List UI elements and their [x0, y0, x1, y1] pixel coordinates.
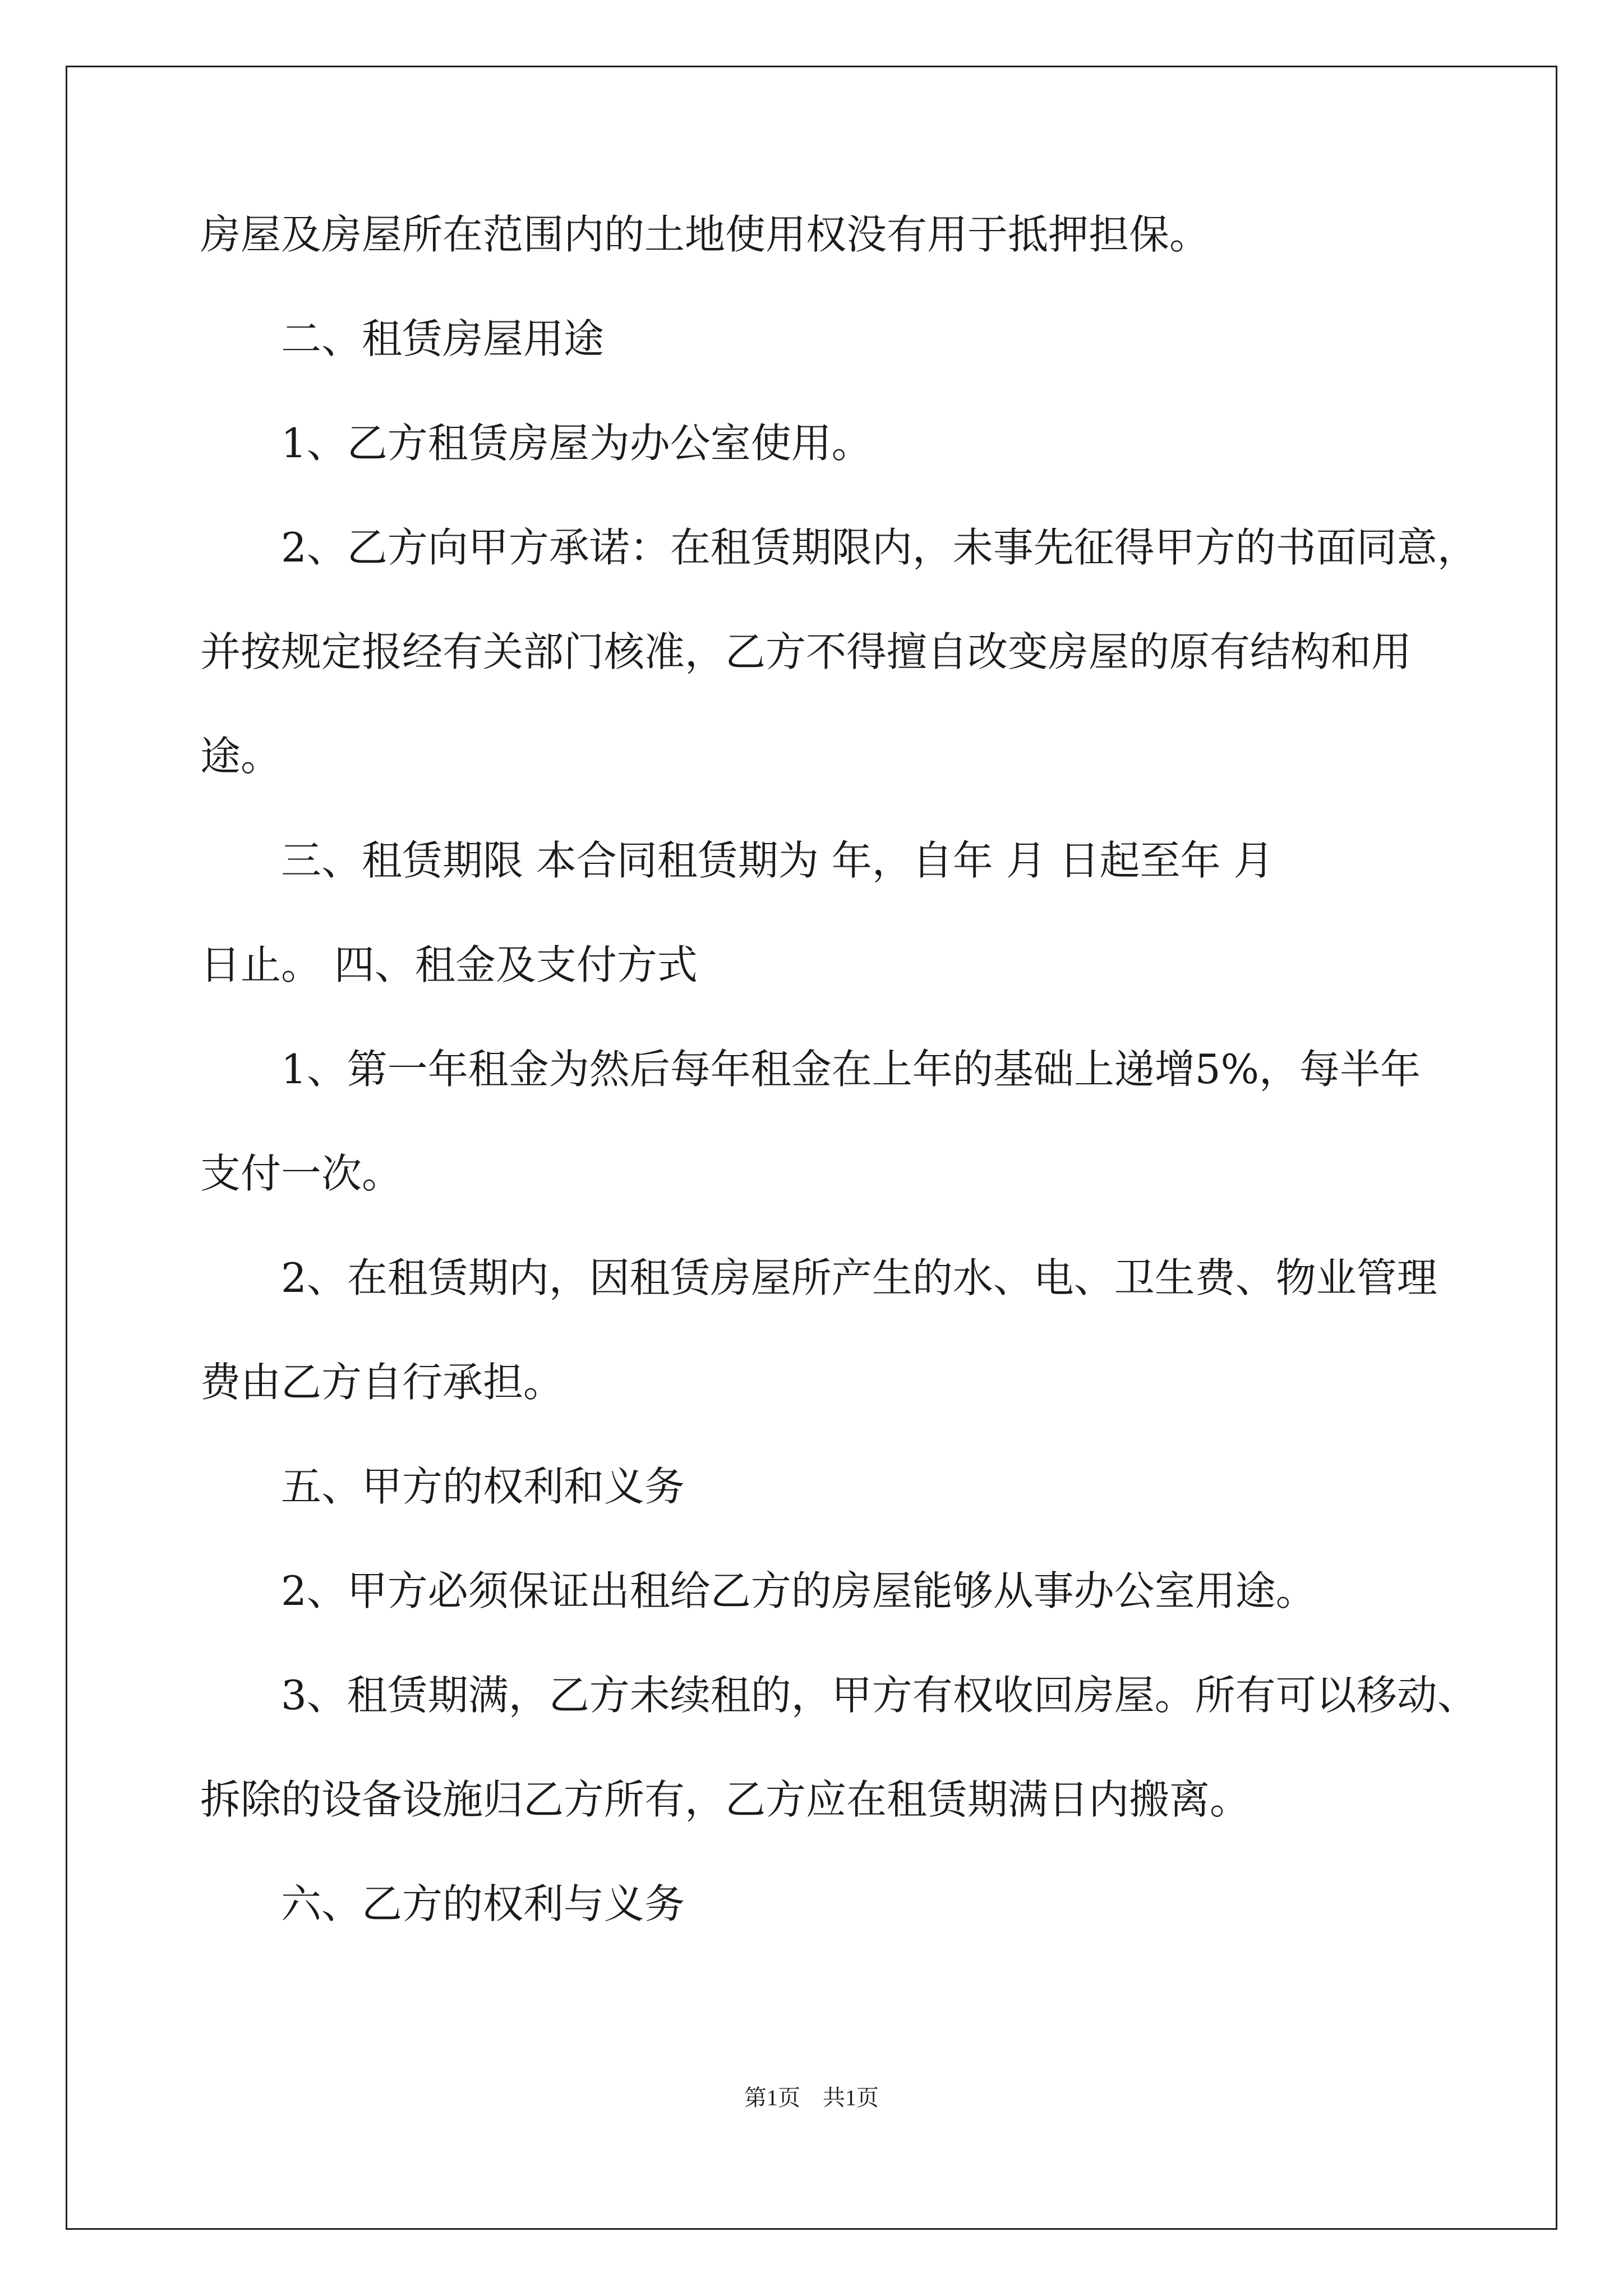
paragraph-line: 3、租赁期满，乙方未续租的，甲方有权收回房屋。所有可以移动、 — [281, 1672, 1478, 1719]
section-heading: 二、租赁房屋用途 — [281, 315, 605, 362]
paragraph-line: 支付一次。 — [200, 1150, 403, 1197]
paragraph-line: 2、乙方向甲方承诺：在租赁期限内，未事先征得甲方的书面同意， — [281, 524, 1478, 571]
page-number-footer: 第1页 共1页 — [744, 2085, 879, 2110]
paragraph-line: 并按规定报经有关部门核准，乙方不得擅自改变房屋的原有结构和用 — [200, 628, 1412, 675]
paragraph-line: 2、在租赁期内，因租赁房屋所产生的水、电、卫生费、物业管理 — [281, 1254, 1437, 1301]
paragraph-line: 费由乙方自行承担。 — [200, 1359, 564, 1406]
paragraph-line: 2、甲方必须保证出租给乙方的房屋能够从事办公室用途。 — [281, 1567, 1316, 1614]
paragraph-line: 途。 — [200, 733, 282, 780]
paragraph-line: 1、乙方租赁房屋为办公室使用。 — [281, 420, 872, 467]
paragraph-line: 房屋及房屋所在范围内的土地使用权没有用于抵押担保。 — [200, 211, 1210, 258]
section-heading: 五、甲方的权利和义务 — [281, 1463, 685, 1510]
paragraph-line: 1、第一年租金为然后每年租金在上年的基础上递增5%，每半年 — [281, 1046, 1421, 1093]
paragraph-line: 拆除的设备设施归乙方所有，乙方应在租赁期满日内搬离。 — [200, 1776, 1251, 1823]
section-heading: 六、乙方的权利与义务 — [281, 1880, 685, 1927]
section-heading: 三、租赁期限 本合同租赁期为 年，自年 月 日起至年 月 — [281, 837, 1274, 884]
paragraph-line: 日止。 四、租金及支付方式 — [200, 941, 698, 988]
